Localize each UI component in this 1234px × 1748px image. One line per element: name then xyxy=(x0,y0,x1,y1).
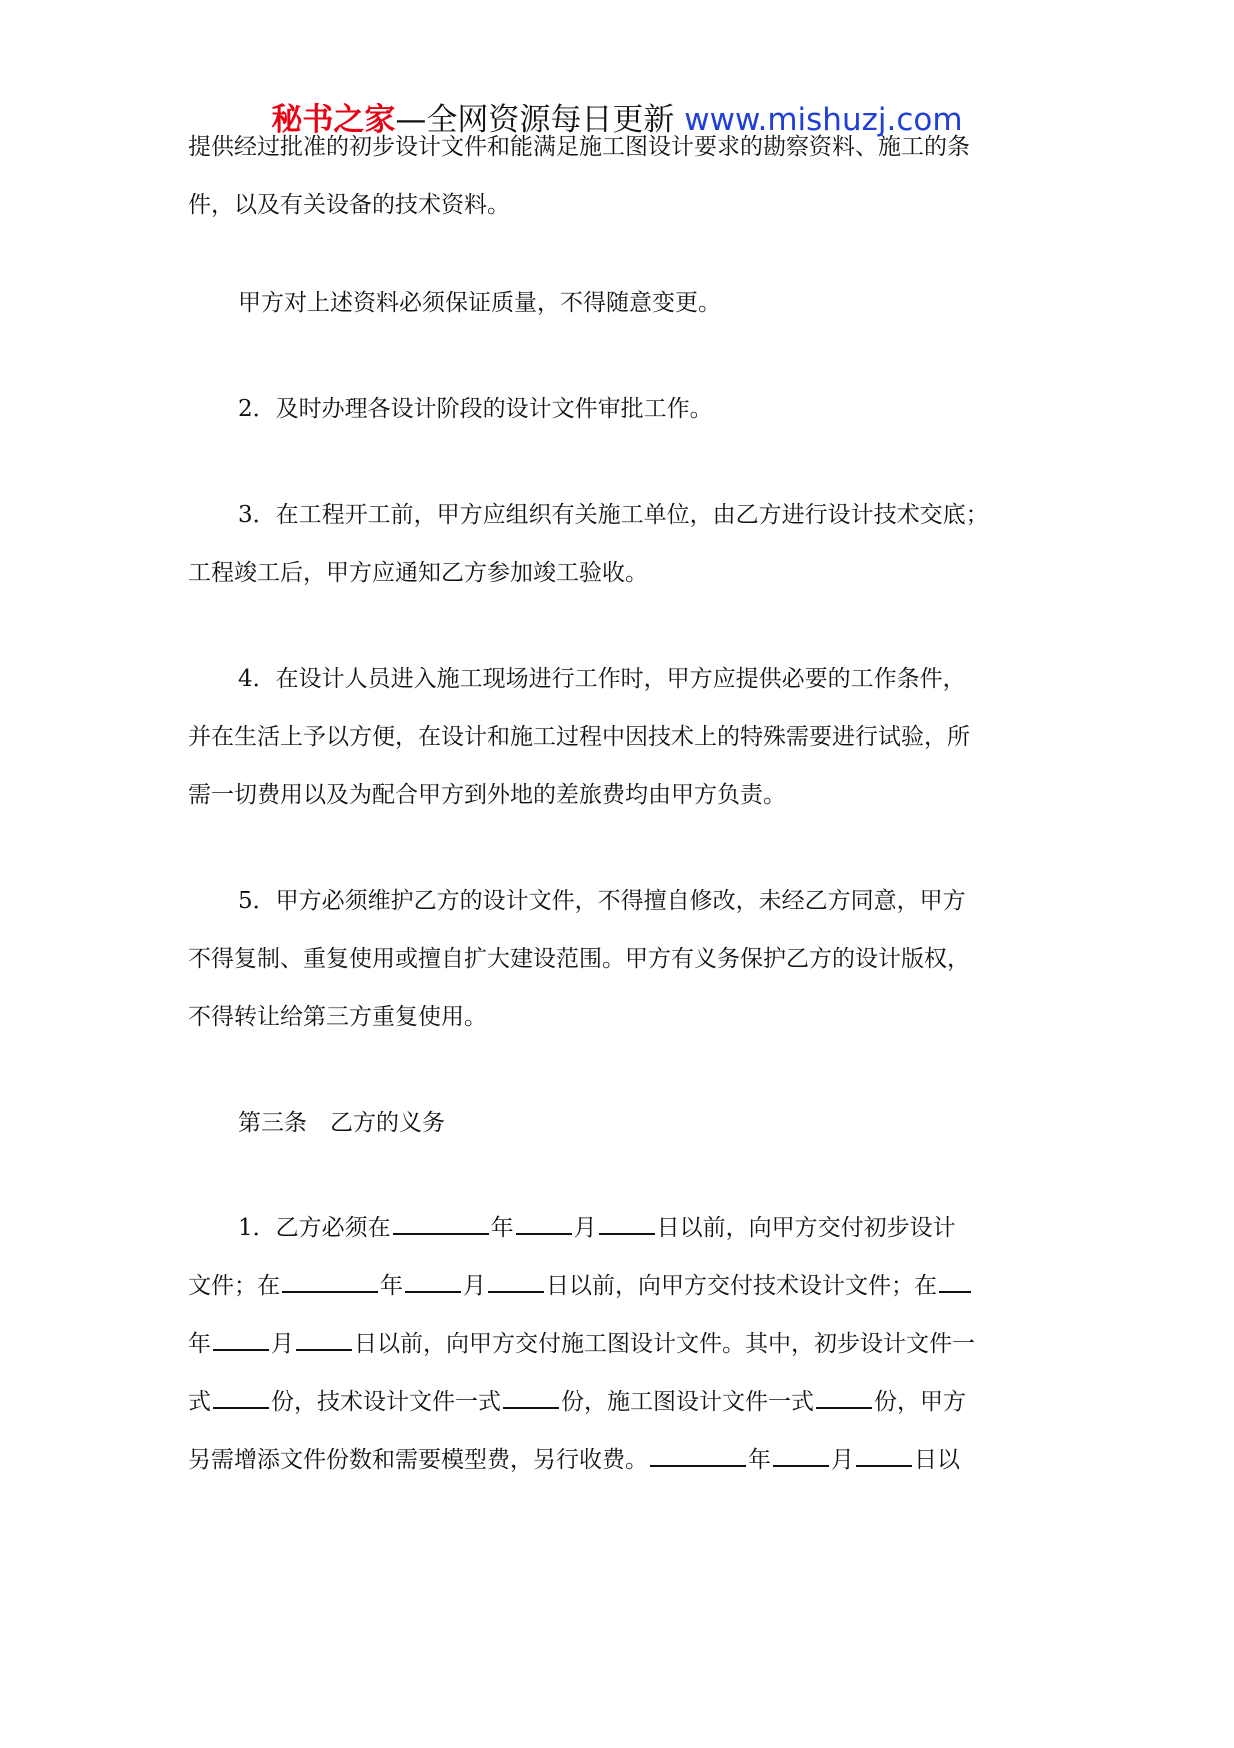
text-span: 文件；在 xyxy=(188,1273,280,1299)
text-line: 不得复制、重复使用或擅自扩大建设范围。甲方有义务保护乙方的设计版权， xyxy=(188,946,970,972)
text-span: 日以 xyxy=(914,1447,960,1473)
blank-year[interactable] xyxy=(650,1441,746,1467)
blank-year[interactable] xyxy=(282,1267,378,1293)
blank-month[interactable] xyxy=(405,1267,461,1293)
text-span: 日以前，向甲方交付施工图设计文件。其中，初步设计文件一 xyxy=(354,1331,975,1357)
blank-month[interactable] xyxy=(213,1325,269,1351)
paragraph-item-4-cont xyxy=(188,708,1058,824)
text-span: 年 xyxy=(490,1215,514,1241)
paragraph-quality xyxy=(188,274,1108,332)
section-3-item-1 xyxy=(188,1199,1108,1257)
paragraph-item-2 xyxy=(188,380,1108,438)
text-line: 件，以及有关设备的技术资料。 xyxy=(188,192,510,218)
text-span: 份，施工图设计文件一式 xyxy=(561,1389,814,1415)
text-span: 1．乙方必须在 xyxy=(238,1215,391,1241)
text-span: 年 xyxy=(380,1273,403,1299)
blank-year[interactable] xyxy=(393,1209,489,1235)
header-slogan: —全网资源每日更新 xyxy=(395,102,675,138)
blank-day[interactable] xyxy=(856,1441,912,1467)
text-span: 日以前，向甲方交付初步设计 xyxy=(656,1215,956,1241)
text-line xyxy=(188,1257,1058,1315)
text-span: 另需增添文件份数和需要模型费，另行收费。 xyxy=(188,1447,648,1473)
paragraph-provide-documents xyxy=(188,118,1058,234)
blank-year[interactable] xyxy=(939,1267,971,1293)
section-3-item-1-cont xyxy=(188,1257,1058,1489)
paragraph-item-3-cont xyxy=(188,544,1058,602)
text-span: 月 xyxy=(463,1273,486,1299)
section-heading: 第三条 乙方的义务 xyxy=(238,1110,445,1136)
text-line xyxy=(188,1373,1058,1431)
blank-day[interactable] xyxy=(296,1325,352,1351)
text-span: 份，技术设计文件一式 xyxy=(271,1389,501,1415)
text-line: 不得转让给第三方重复使用。 xyxy=(188,1004,487,1030)
blank-day[interactable] xyxy=(488,1267,544,1293)
text-line: 4．在设计人员进入施工现场进行工作时，甲方应提供必要的工作条件， xyxy=(238,666,966,692)
paragraph-item-5 xyxy=(188,872,1108,930)
text-line xyxy=(188,1315,1058,1373)
blank-copies[interactable] xyxy=(816,1383,872,1409)
paragraph-item-4 xyxy=(188,650,1108,708)
site-url-link[interactable]: www.mishuzj.com xyxy=(674,102,963,138)
blank-month[interactable] xyxy=(773,1441,829,1467)
text-line: 提供经过批准的初步设计文件和能满足施工图设计要求的勘察资料、施工的条 xyxy=(188,134,970,160)
section-title xyxy=(188,1094,1108,1152)
text-line: 2．及时办理各设计阶段的设计文件审批工作。 xyxy=(238,396,713,422)
text-span: 月 xyxy=(831,1447,854,1473)
blank-month[interactable] xyxy=(516,1209,572,1235)
text-line xyxy=(188,1431,1058,1489)
text-line: 并在生活上予以方便，在设计和施工过程中因技术上的特殊需要进行试验，所 xyxy=(188,724,970,750)
text-span: 日以前，向甲方交付技术设计文件；在 xyxy=(546,1273,937,1299)
text-span: 年 xyxy=(188,1331,211,1357)
text-line: 工程竣工后，甲方应通知乙方参加竣工验收。 xyxy=(188,560,648,586)
text-line: 甲方对上述资料必须保证质量，不得随意变更。 xyxy=(238,290,721,316)
text-span: 年 xyxy=(748,1447,771,1473)
text-line: 需一切费用以及为配合甲方到外地的差旅费均由甲方负责。 xyxy=(188,782,786,808)
paragraph-item-3 xyxy=(188,486,1108,544)
brand-name: 秘书之家 xyxy=(271,102,396,138)
blank-copies[interactable] xyxy=(213,1383,269,1409)
text-span: 月 xyxy=(271,1331,294,1357)
blank-copies[interactable] xyxy=(503,1383,559,1409)
text-line: 3．在工程开工前，甲方应组织有关施工单位，由乙方进行设计技术交底； xyxy=(238,502,989,528)
text-span: 份，甲方 xyxy=(874,1389,966,1415)
text-line xyxy=(238,1199,1108,1257)
text-span: 式 xyxy=(188,1389,211,1415)
text-line: 5．甲方必须维护乙方的设计文件，不得擅自修改，未经乙方同意，甲方 xyxy=(238,888,966,914)
blank-day[interactable] xyxy=(599,1209,655,1235)
paragraph-item-5-cont xyxy=(188,930,1058,1046)
text-span: 月 xyxy=(573,1215,597,1241)
